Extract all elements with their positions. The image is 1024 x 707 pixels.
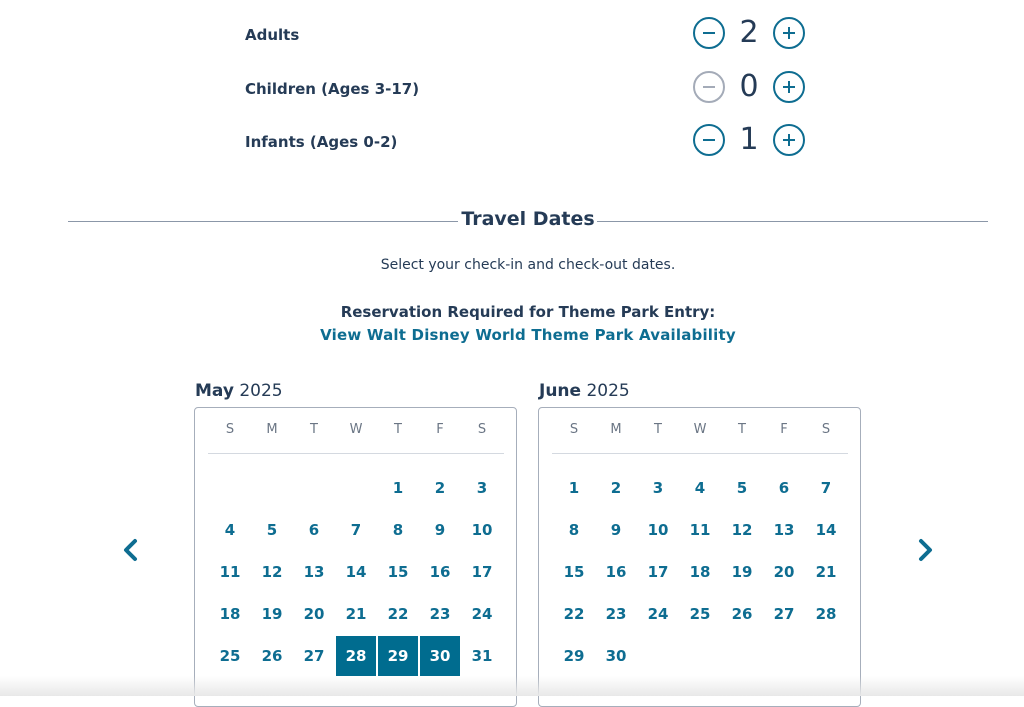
calendar-day[interactable]: 19 — [261, 605, 283, 623]
travel-dates-heading: Travel Dates — [461, 208, 595, 230]
infants-label: Infants (Ages 0-2) — [245, 133, 398, 151]
calendar-day[interactable]: 12 — [731, 521, 753, 539]
calendar-day[interactable]: 6 — [778, 479, 790, 497]
calendar-day[interactable]: 26 — [261, 647, 283, 665]
adults-label: Adults — [245, 26, 300, 44]
travel-dates-instructions: Select your check-in and check-out dates. — [380, 257, 676, 273]
calendar-day[interactable]: 26 — [731, 605, 753, 623]
calendar-day[interactable]: 29 — [563, 647, 585, 665]
weekday-label: S — [477, 422, 487, 437]
calendar-day[interactable]: 7 — [350, 521, 362, 539]
calendar-day[interactable]: 20 — [303, 605, 325, 623]
weekday-label: W — [349, 422, 363, 437]
calendar-day[interactable]: 8 — [568, 521, 580, 539]
children-label: Children (Ages 3-17) — [245, 80, 420, 98]
children-stepper — [692, 71, 808, 107]
weekday-label: F — [436, 422, 444, 437]
weekday-divider — [208, 453, 504, 454]
calendar-day[interactable]: 27 — [303, 647, 325, 665]
children-row — [0, 69, 1024, 109]
chevron-right-icon — [910, 535, 940, 565]
calendar-day[interactable]: 4 — [694, 479, 706, 497]
month-name: May — [195, 381, 234, 401]
calendar-day[interactable]: 27 — [773, 605, 795, 623]
calendar-day[interactable]: 23 — [429, 605, 451, 623]
calendar-day[interactable]: 13 — [773, 521, 795, 539]
selected-day[interactable]: 30 — [420, 636, 460, 676]
calendar-day[interactable]: 2 — [610, 479, 622, 497]
calendar-day[interactable]: 15 — [387, 563, 409, 581]
calendar-day[interactable]: 15 — [563, 563, 585, 581]
infants-increment-button[interactable] — [773, 124, 805, 156]
calendar-day[interactable]: 11 — [219, 563, 241, 581]
weekday-label: T — [310, 422, 318, 437]
children-increment-button[interactable] — [773, 71, 805, 103]
calendar-day[interactable]: 20 — [773, 563, 795, 581]
infants-count: 1 — [739, 122, 759, 157]
weekday-label: S — [821, 422, 831, 437]
weekday-label: S — [225, 422, 235, 437]
theme-park-availability-link[interactable]: View Walt Disney World Theme Park Availability — [320, 326, 736, 344]
calendar-day[interactable]: 9 — [610, 521, 622, 539]
calendar-day[interactable]: 5 — [736, 479, 748, 497]
calendar-may — [194, 407, 517, 707]
calendar-day[interactable]: 25 — [219, 647, 241, 665]
weekday-divider — [552, 453, 848, 454]
calendar-day[interactable]: 25 — [689, 605, 711, 623]
children-count: 0 — [739, 69, 759, 104]
previous-month-button[interactable] — [116, 535, 146, 565]
calendar-day[interactable]: 14 — [345, 563, 367, 581]
calendar-day[interactable]: 11 — [689, 521, 711, 539]
calendar-day[interactable]: 9 — [434, 521, 446, 539]
adults-increment-button[interactable] — [773, 17, 805, 49]
plus-icon — [781, 132, 797, 148]
weekday-header — [209, 420, 503, 440]
weekday-label: M — [266, 422, 278, 437]
selected-day[interactable]: 28 — [336, 636, 376, 676]
weekday-label: T — [738, 422, 746, 437]
adults-decrement-button[interactable] — [693, 17, 725, 49]
calendar-day[interactable]: 23 — [605, 605, 627, 623]
calendar-day[interactable]: 10 — [647, 521, 669, 539]
plus-icon — [781, 79, 797, 95]
calendar-day[interactable]: 14 — [815, 521, 837, 539]
calendar-day[interactable]: 12 — [261, 563, 283, 581]
calendar-day[interactable]: 8 — [392, 521, 404, 539]
month-year: 2025 — [586, 381, 630, 401]
month-title-may — [195, 380, 283, 402]
calendar-day[interactable]: 10 — [471, 521, 493, 539]
calendar-day[interactable]: 31 — [471, 647, 493, 665]
weekday-label: F — [780, 422, 788, 437]
calendar-day[interactable]: 2 — [434, 479, 446, 497]
weekday-header — [553, 420, 847, 440]
minus-icon — [701, 132, 717, 148]
weekday-label: S — [569, 422, 579, 437]
calendar-day[interactable]: 24 — [647, 605, 669, 623]
calendar-day[interactable]: 18 — [689, 563, 711, 581]
calendar-day[interactable]: 16 — [429, 563, 451, 581]
weekday-label: T — [654, 422, 662, 437]
calendar-day[interactable]: 22 — [563, 605, 585, 623]
infants-decrement-button[interactable] — [693, 124, 725, 156]
bottom-fade — [0, 676, 1024, 696]
children-decrement-button[interactable] — [693, 71, 725, 103]
calendar-day[interactable]: 28 — [815, 605, 837, 623]
calendar-day[interactable]: 6 — [308, 521, 320, 539]
calendar-june — [538, 407, 861, 707]
calendar-day[interactable]: 21 — [345, 605, 367, 623]
calendar-day[interactable]: 22 — [387, 605, 409, 623]
calendar-day[interactable]: 21 — [815, 563, 837, 581]
calendar-day[interactable]: 3 — [476, 479, 488, 497]
infants-row — [0, 122, 1024, 162]
weekday-label: W — [693, 422, 707, 437]
weekday-label: M — [610, 422, 622, 437]
calendar-day[interactable]: 17 — [471, 563, 493, 581]
plus-icon — [781, 25, 797, 41]
calendar-day[interactable]: 17 — [647, 563, 669, 581]
calendar-day[interactable]: 3 — [652, 479, 664, 497]
calendar-day[interactable]: 24 — [471, 605, 493, 623]
calendar-day[interactable]: 30 — [605, 647, 627, 665]
minus-icon — [701, 79, 717, 95]
adults-stepper — [692, 17, 808, 53]
calendar-day[interactable]: 1 — [568, 479, 580, 497]
calendar-day[interactable]: 5 — [266, 521, 278, 539]
calendar-day[interactable]: 1 — [392, 479, 404, 497]
adults-count: 2 — [739, 15, 759, 50]
calendar-day[interactable]: 19 — [731, 563, 753, 581]
next-month-button[interactable] — [910, 535, 940, 565]
month-name: June — [539, 381, 582, 401]
calendar-day[interactable]: 7 — [820, 479, 832, 497]
calendar-day[interactable]: 16 — [605, 563, 627, 581]
minus-icon — [701, 25, 717, 41]
calendar-day[interactable]: 4 — [224, 521, 236, 539]
calendar-day[interactable]: 18 — [219, 605, 241, 623]
month-title-june — [539, 380, 630, 402]
month-year: 2025 — [239, 381, 283, 401]
weekday-label: T — [394, 422, 402, 437]
chevron-left-icon — [116, 535, 146, 565]
selected-day[interactable]: 29 — [378, 636, 418, 676]
infants-stepper — [692, 124, 808, 160]
adults-row — [0, 15, 1024, 55]
reservation-notice: Reservation Required for Theme Park Entry: — [340, 303, 716, 321]
calendar-day[interactable]: 13 — [303, 563, 325, 581]
